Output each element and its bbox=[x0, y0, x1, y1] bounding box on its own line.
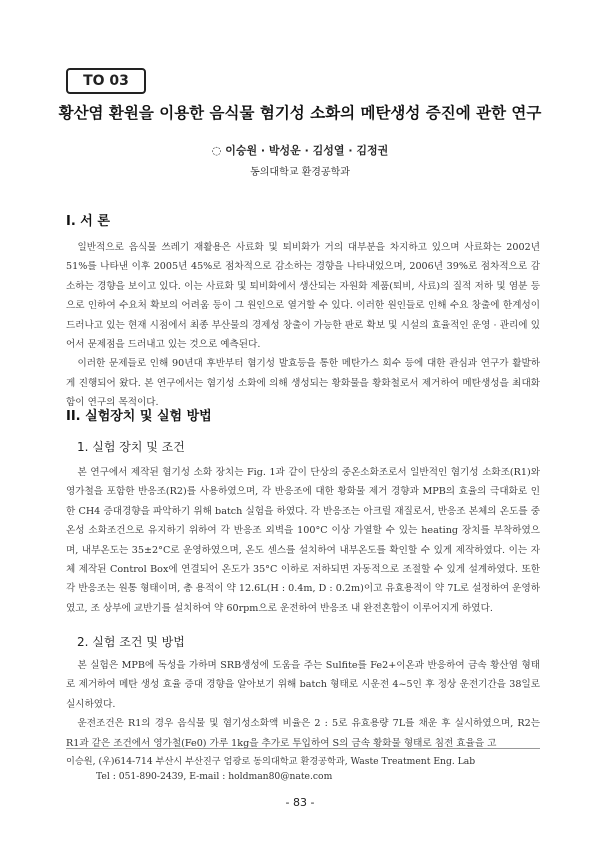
introduction-paragraph: 이러한 문제들로 인해 90년대 후반부터 혐기성 발효등을 통한 메탄가스 회수 등에 대한 관심과 연구가 활발하게 진행되어 왔다. 본 연구에서는 혐기성 소화에 의해 생성되는 황화물을 황화철로서 제거하여 메탄생성을 최대화 함이 연구의 목적이다. bbox=[66, 358, 540, 409]
footnote-address: 이승원, (우)614-714 부산시 부산진구 엄광로 동의대학교 환경공학과, Waste Treatment Eng. Lab bbox=[66, 756, 476, 767]
introduction-body bbox=[66, 238, 540, 413]
page-number: - 83 - bbox=[285, 796, 315, 809]
footnote-contact: Tel : 051-890-2439, E-mail : holdman80@nate.com bbox=[96, 771, 333, 782]
introduction-paragraph: 일반적으로 음식물 쓰레기 재활용은 사료화 및 퇴비화가 거의 대부분을 차지하고 있으며 사료화는 2002년 51%를 나타낸 이후 2005년 45%로 점차적으로 감소하는 경향을 나타내었으며, 2006년 39%로 점차적으로 감소하는 경향을 보이고 있다. 이는 사료화 및 퇴비화에서 생산되는 자원화 제품(퇴비, 사료)의 질적 저하 및 염분 등으로 인하여 수요처 확보의 어려움 등이 그 원인으로 열거할 수 있다. 이러한 원인들로 인해 수요 창출에 한계성이 드러나고 있는 현재 시점에서 최종 부산물의 경제성 창출이 가능한 판로 확보 및 시설의 효율적인 운영 · 관리에 있어서 문제점을 드러내고 있는 것으로 예측된다. bbox=[66, 242, 540, 351]
paper-title: 황산염 환원을 이용한 음식물 혐기성 소화의 메탄생성 증진에 관한 연구 bbox=[58, 104, 542, 122]
apparatus-paragraph: 본 연구에서 제작된 혐기성 소화 장치는 Fig. 1과 같이 단상의 중온소화조로서 일반적인 혐기성 소화조(R1)와 영가철을 포함한 반응조(R2)를 사용하였으며, 각 반응조에 대한 황화물 제거 경향과 MPB의 효율의 극대화로 인한 CH4 증대경향을 파악하기 위해 batch 실험을 하였다. 각 반응조는 아크릴 재질로서, 반응조 본체의 온도를 중온성 소화조건으로 유지하기 위하여 각 반응조 외벽을 100°C 이상 가열할 수 있는 heating 장치를 부착하였으며, 내부온도는 35±2°C로 운영하였으며, 온도 센스를 설치하여 내부온도를 확인할 수 있게 제작하였다. 이는 자체 제작된 Control Box에 연결되어 온도가 35°C 이하로 저하되면 자동적으로 조절할 수 있게 설계하였다. 또한 각 반응조는 원통 형태이며, 총 용적이 약 12.6L(H : 0.4m, D : 0.2m)이고 유효용적이 약 7L로 설정하여 운영하였고, 조 상부에 교반기를 설치하여 약 60rpm으로 운전하여 반응조 내 완전혼합이 이루어지게 하였다. bbox=[66, 467, 540, 614]
conditions-paragraph: 본 실험은 MPB에 독성을 가하며 SRB생성에 도움을 주는 Sulfite를 Fe2+이온과 반응하여 금속 황산염 형태로 제거하여 메탄 생성 효율 증대 경향을 알아보기 위해 batch 형태로 시운전 4~5인 후 정상 운전기간을 38일로 실시하였다. bbox=[66, 660, 540, 710]
subsection-heading-conditions: 2. 실험 조건 및 방법 bbox=[77, 635, 185, 649]
footnote-divider bbox=[66, 748, 540, 749]
section-heading-methods: II. 실험장치 및 실험 방법 bbox=[66, 409, 212, 424]
section-heading-introduction: I. 서 론 bbox=[66, 214, 110, 229]
authors: ◌ 이승원 · 박성운 · 김성열 · 김정권 bbox=[211, 144, 389, 157]
affiliation: 동의대학교 환경공학과 bbox=[250, 167, 350, 178]
session-code-badge: TO 03 bbox=[66, 68, 146, 94]
author-footnote bbox=[66, 754, 540, 784]
apparatus-body bbox=[66, 463, 540, 618]
subsection-heading-apparatus: 1. 실험 장치 및 조건 bbox=[77, 440, 185, 454]
conditions-body bbox=[66, 656, 540, 753]
conditions-paragraph: 운전조건은 R1의 경우 음식물 및 혐기성소화액 비율은 2 : 5로 유효용량 7L를 채운 후 실시하였으며, R2는 R1과 같은 조건에서 영가철(Fe0) 가루 1kg을 추가로 투입하여 S의 금속 황화물 형태로 침전 효율을 고 bbox=[66, 718, 540, 749]
